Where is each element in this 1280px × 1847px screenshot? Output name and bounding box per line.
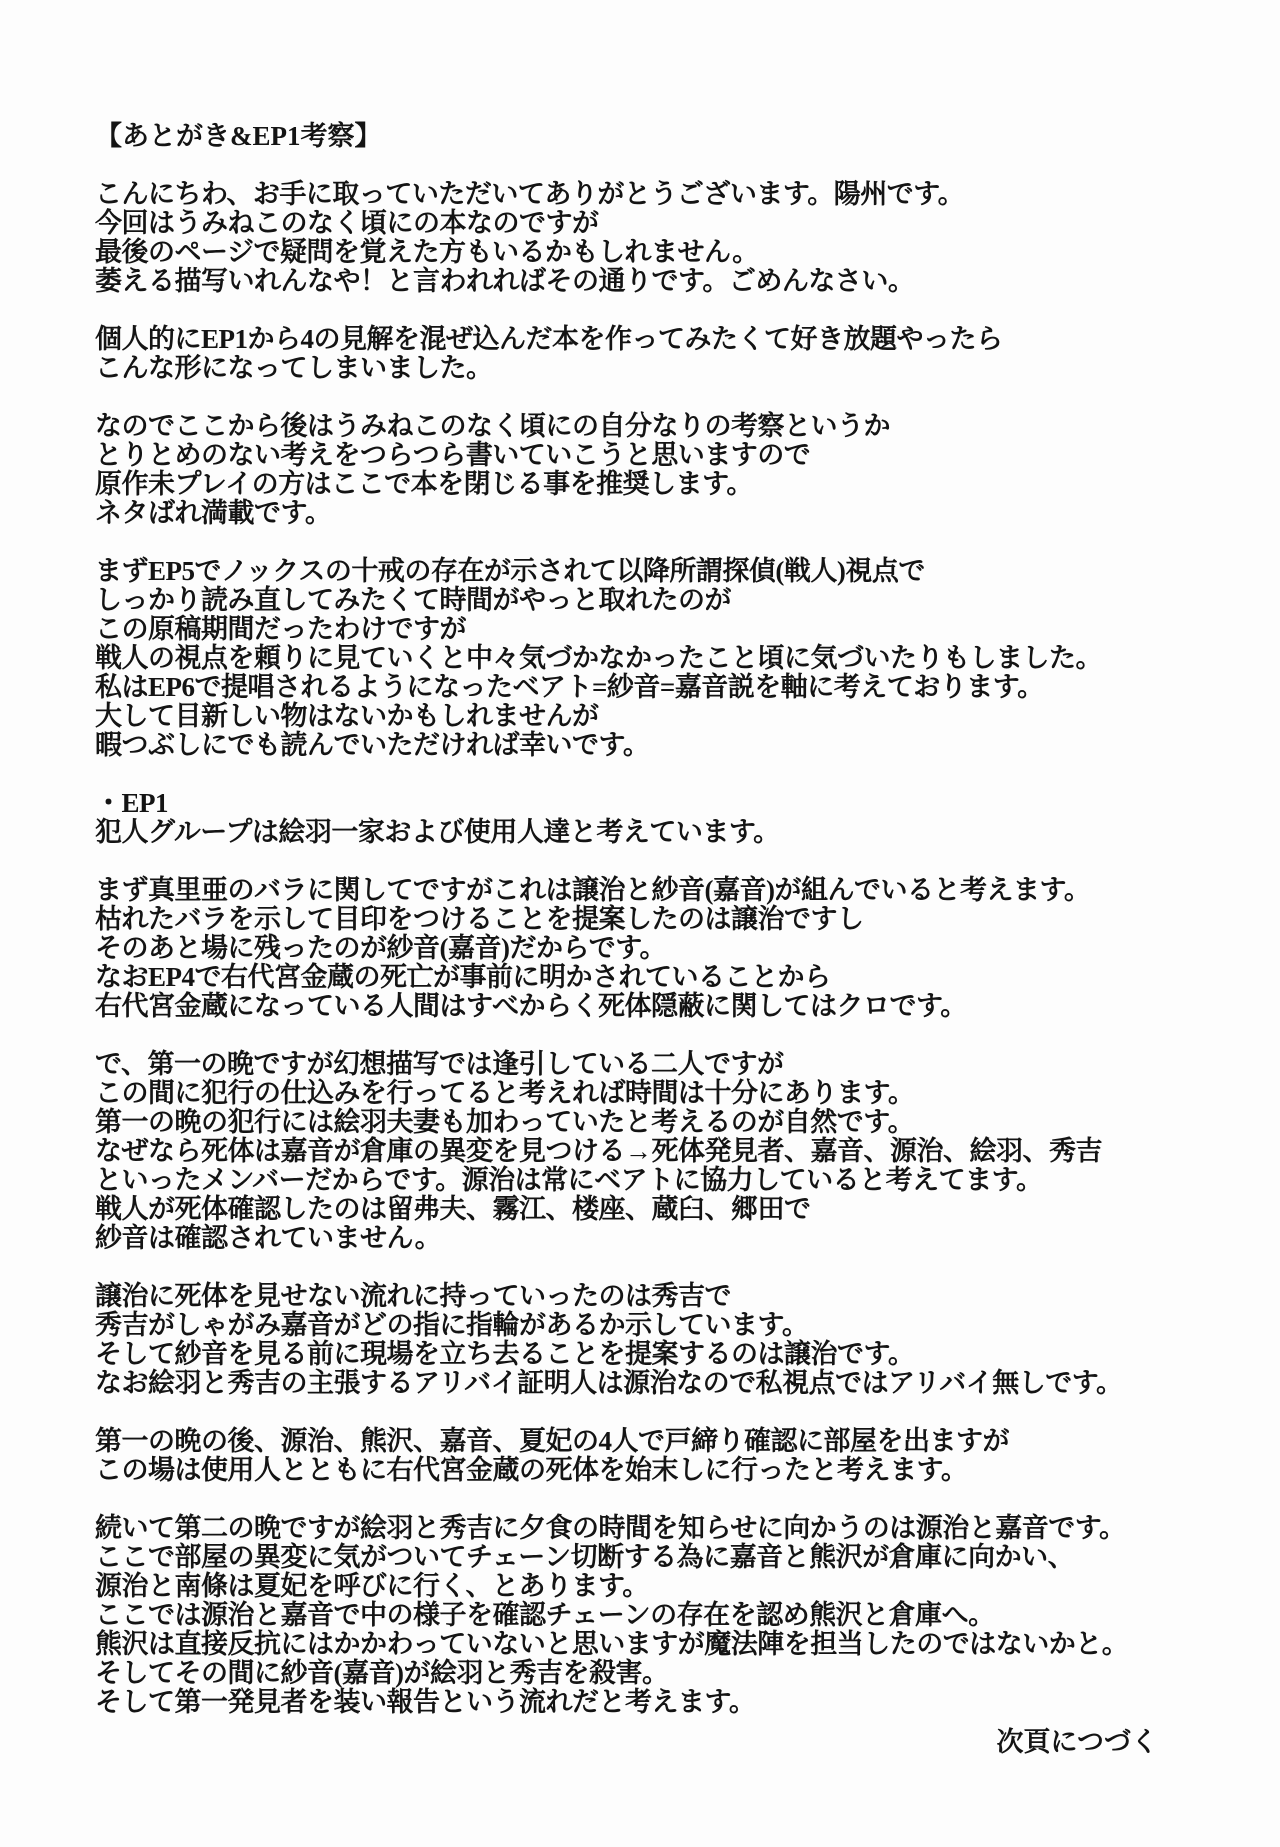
text-line: この場は使用人とともに右代宮金蔵の死体を始末しに行ったと考えます。 xyxy=(95,1455,968,1485)
paragraph xyxy=(95,789,1220,847)
text-line: 暇つぶしにでも読んでいただければ幸いです。 xyxy=(95,730,650,760)
paragraph xyxy=(95,1050,1220,1253)
text-line: 第一の晩の犯行には絵羽夫妻も加わっていたと考えるのが自然です。 xyxy=(95,1107,915,1137)
paragraph xyxy=(95,1514,1220,1717)
paragraph xyxy=(95,1282,1220,1398)
text-line: なお絵羽と秀吉の主張するアリバイ証明人は源治なので私視点ではアリバイ無しです。 xyxy=(95,1368,1123,1398)
text-line: 秀吉がしゃがみ嘉音がどの指に指輪があるか示しています。 xyxy=(95,1310,809,1340)
text-line: なぜなら死体は嘉音が倉庫の異変を見つける→死体発見者、嘉音、源治、絵羽、秀吉 xyxy=(95,1136,1102,1166)
text-line: 第一の晩の後、源治、熊沢、嘉音、夏妃の4人で戸締り確認に部屋を出ますが xyxy=(95,1426,1009,1456)
text-line: 紗音は確認されていません。 xyxy=(95,1223,442,1253)
text-line: この間に犯行の仕込みを行ってると考えれば時間は十分にあります。 xyxy=(95,1078,915,1108)
paragraph xyxy=(95,412,1220,528)
paragraph xyxy=(95,557,1220,760)
text-line: そして紗音を見る前に現場を立ち去ることを提案するのは譲治です。 xyxy=(95,1339,915,1369)
text-line: ネタばれ満載です。 xyxy=(95,498,332,528)
text-line: まずEP5でノックスの十戒の存在が示されて以降所謂探偵(戦人)視点で xyxy=(95,556,925,586)
text-line: こんな形になってしまいました。 xyxy=(95,353,493,383)
text-line: 源治と南條は夏妃を呼びに行く、とあります。 xyxy=(95,1571,649,1601)
text-line: 大して目新しい物はないかもしれませんが xyxy=(95,701,599,731)
page-text xyxy=(95,122,1220,1717)
text-line: 私はEP6で提唱されるようになったベアト=紗音=嘉音説を軸に考えております。 xyxy=(95,672,1044,702)
text-line: 萎える描写いれんなや！と言われればその通りです。ごめんなさい。 xyxy=(95,266,915,296)
text-line: 続いて第二の晩ですが絵羽と秀吉に夕食の時間を知らせに向かうのは源治と嘉音です。 xyxy=(95,1513,1126,1543)
text-line: ここでは源治と嘉音で中の様子を確認チェーンの存在を認め熊沢と倉庫へ。 xyxy=(95,1600,995,1630)
text-line: 熊沢は直接反抗にはかかわっていないと思いますが魔法陣を担当したのではないかと。 xyxy=(95,1629,1129,1659)
text-line: ここで部屋の異変に気がついてチェーン切断する為に嘉音と熊沢が倉庫に向かい、 xyxy=(95,1542,1075,1572)
paragraph xyxy=(95,1427,1220,1485)
text-line: そのあと場に残ったのが紗音(嘉音)だからです。 xyxy=(95,933,667,963)
text-line: そしてその間に紗音(嘉音)が絵羽と秀吉を殺害。 xyxy=(95,1658,669,1688)
page-heading: 【あとがき&EP1考察】 xyxy=(95,121,382,151)
text-line: なのでここから後はうみねこのなく頃にの自分なりの考察というか xyxy=(95,411,890,441)
text-line: そして第一発見者を装い報告という流れだと考えます。 xyxy=(95,1687,756,1717)
paragraph xyxy=(95,180,1220,296)
text-line: ・EP1 xyxy=(95,788,169,818)
text-line: といったメンバーだからです。源治は常にベアトに協力していると考えてます。 xyxy=(95,1165,1043,1195)
text-line: こんにちわ、お手に取っていただいてありがとうございます。陽州です。 xyxy=(95,179,965,209)
text-line: 犯人グループは絵羽一家および使用人達と考えています。 xyxy=(95,817,780,847)
text-line: 個人的にEP1から4の見解を混ぜ込んだ本を作ってみたくて好き放題やったら xyxy=(95,324,1003,354)
text-line: しっかり読み直してみたくて時間がやっと取れたのが xyxy=(95,585,731,615)
text-line: 最後のページで疑問を覚えた方もいるかもしれません。 xyxy=(95,237,759,267)
paragraphs-container xyxy=(95,180,1220,1717)
text-line: 今回はうみねこのなく頃にの本なのですが xyxy=(95,208,599,238)
text-line: この原稿期間だったわけですが xyxy=(95,614,466,644)
text-line: で、第一の晩ですが幻想描写では逢引している二人ですが xyxy=(95,1049,784,1079)
text-line: 原作未プレイの方はここで本を閉じる事を推奨します。 xyxy=(95,469,753,499)
text-line: なおEP4で右代宮金蔵の死亡が事前に明かされていることから xyxy=(95,962,831,992)
text-line: 譲治に死体を見せない流れに持っていったのは秀吉で xyxy=(95,1281,731,1311)
text-line: 枯れたバラを示して目印をつけることを提案したのは譲治ですし xyxy=(95,904,864,934)
paragraph xyxy=(95,876,1220,1021)
text-line: とりとめのない考えをつらつら書いていこうと思いますので xyxy=(95,440,811,470)
text-line: 戦人の視点を頼りに見ていくと中々気づかなかったこと頃に気づいたりもしました。 xyxy=(95,643,1102,673)
text-line: 右代宮金蔵になっている人間はすべからく死体隠蔽に関してはクロです。 xyxy=(95,991,967,1021)
continued-next-page-note: 次頁につづく xyxy=(996,1727,1158,1757)
paragraph xyxy=(95,325,1220,383)
text-line: まず真里亜のバラに関してですがこれは譲治と紗音(嘉音)が組んでいると考えます。 xyxy=(95,875,1091,905)
text-line: 戦人が死体確認したのは留弗夫、霧江、楼座、蔵臼、郷田で xyxy=(95,1194,811,1224)
